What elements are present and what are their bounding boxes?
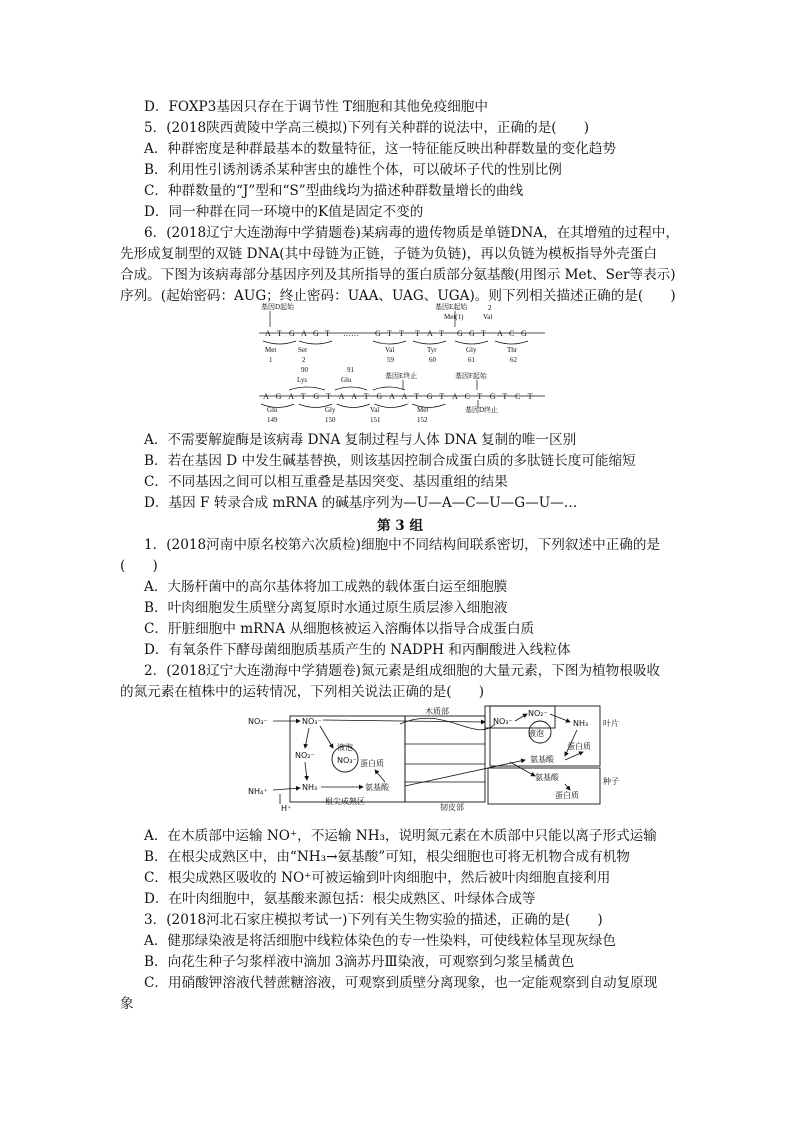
base-letter: T bbox=[387, 329, 392, 338]
protein-root: 蛋白质 bbox=[360, 759, 384, 768]
codon-bracket bbox=[261, 404, 294, 408]
codon-bracket bbox=[263, 341, 296, 344]
g3-q3-option-c-cont: 象 bbox=[120, 996, 134, 1012]
base-letter: G bbox=[375, 329, 381, 338]
base-letter: T bbox=[502, 392, 508, 401]
q6-stem: 6．(2018辽宁大连渤海中学猜题卷)某病毒的遗传物质是单链DNA，在其增殖的过程中， bbox=[144, 225, 680, 241]
base-letter: A bbox=[265, 329, 271, 338]
aa-num-62: 62 bbox=[510, 356, 517, 364]
base-letter: G bbox=[313, 392, 320, 401]
leaf-label: 叶片 bbox=[603, 719, 619, 728]
base-letter: A bbox=[288, 392, 294, 401]
g3-q2-option-a: A．在木质部中运输 NO⁺，不运输 NH₃，说明氮元素在木质部中只能以离子形式运输 bbox=[144, 828, 657, 844]
codon-bracket bbox=[374, 404, 407, 408]
base-letter: T bbox=[414, 392, 420, 401]
label-gene-e-stop: 基因E终止 bbox=[385, 372, 418, 380]
base-letter: T bbox=[439, 329, 444, 338]
base-letter: T bbox=[481, 329, 486, 338]
label-gene-d-stop: 基因D终止 bbox=[465, 406, 499, 414]
base-letter: A bbox=[452, 392, 458, 401]
base-letter: A bbox=[351, 392, 357, 401]
nh4-outside: NH₄⁺ bbox=[248, 787, 268, 796]
base-letter: T bbox=[363, 392, 369, 401]
base-letter: A bbox=[338, 392, 345, 401]
g3-q3-stem: 3．(2018河北石家庄模拟考试一)下列有关生物实验的描述，正确的是( ) bbox=[144, 912, 603, 928]
q6-option-d: D．基因 F 转录合成 mRNA 的碱基序列为—U—A—C—U—G—U—… bbox=[144, 495, 578, 511]
base-letter: A bbox=[389, 392, 395, 401]
codon-bracket bbox=[455, 341, 488, 344]
no2-root: NO₂⁻ bbox=[295, 751, 315, 760]
base-letter: G bbox=[376, 392, 383, 401]
base-letter: G bbox=[426, 392, 433, 401]
no3-leaf: NO₃⁻ bbox=[493, 717, 513, 726]
xylem-label: 木质部 bbox=[425, 707, 449, 716]
base-letter: T bbox=[326, 392, 331, 401]
base-letter: C bbox=[515, 392, 521, 401]
group-3-heading: 第 3 组 bbox=[376, 518, 424, 534]
g3-q1-stem-cont: ( ) bbox=[120, 558, 158, 574]
nh3-leaf: NH₃ bbox=[573, 719, 589, 728]
root-zone-label: 根尖成熟区 bbox=[325, 797, 365, 806]
base-letter: G bbox=[489, 392, 496, 401]
q5-option-a: A．种群密度是种群最基本的数量特征，这一特征能反映出种群数量的变化趋势 bbox=[144, 141, 617, 157]
aa-num-149: 149 bbox=[267, 416, 278, 424]
g3-q1-stem: 1．(2018河南中原名校第六次质检)细胞中不同结构间联系密切，下列叙述中正确的是 bbox=[144, 537, 661, 553]
label-90: 90 bbox=[301, 366, 308, 374]
q5-option-d: D．同一种群在同一环境中的K值是固定不变的 bbox=[144, 204, 424, 220]
base-letter: T bbox=[477, 392, 483, 401]
base-letter: A bbox=[401, 392, 408, 401]
base-letter: G bbox=[521, 329, 527, 338]
base-letter: T bbox=[399, 329, 404, 338]
g3-q3-option-a: A．健那绿染液是将活细胞中线粒体染色的专一性染料，可使线粒体呈现灰绿色 bbox=[144, 933, 617, 949]
g3-q2-option-d: D．在叶肉细胞中，氨基酸来源包括：根尖成熟区、叶绿体合成等 bbox=[144, 891, 536, 907]
base-letter: T bbox=[527, 392, 533, 401]
q6-option-b: B．若在基因 D 中发生碱基替换，则该基因控制合成蛋白质的多肽链长度可能缩短 bbox=[144, 453, 636, 469]
codon-bracket-top bbox=[335, 387, 367, 390]
g3-q1-option-d: D．有氧条件下酵母菌细胞质基质产生的 NADPH 和丙酮酸进入线粒体 bbox=[144, 642, 571, 658]
label-gene-e-start: 基因E起始 bbox=[435, 303, 468, 311]
aa-ser: Ser bbox=[298, 346, 308, 354]
aa-num-60: 60 bbox=[429, 356, 436, 364]
vacuole-leaf: 液泡 bbox=[528, 729, 544, 738]
aa-num-2: 2 bbox=[302, 356, 306, 364]
q5-option-b: B．利用性引诱剂诱杀某种害虫的雄性个体，可以破坏子代的性别比例 bbox=[144, 162, 562, 178]
base-letter: T bbox=[439, 392, 445, 401]
aa-num-151: 151 bbox=[370, 416, 381, 424]
g3-q3-option-b: B．向花生种子匀浆样液中滴加 3滴苏丹Ⅲ染液，可观察到匀浆呈橘黄色 bbox=[144, 954, 575, 970]
no3-root: NO₃⁻ bbox=[302, 717, 322, 726]
label-gene-f-start: 基因F起始 bbox=[455, 372, 487, 380]
label-2: 2 bbox=[488, 304, 492, 312]
base-letter: T bbox=[277, 329, 282, 338]
base-letter: G bbox=[457, 329, 463, 338]
aa-num-61: 61 bbox=[468, 356, 475, 364]
g3-q1-option-a: A．大肠杆菌中的高尔基体将加工成熟的载体蛋白运至细胞膜 bbox=[144, 579, 508, 595]
codon-bracket bbox=[413, 341, 446, 344]
g3-q2-stem: 2．(2018辽宁大连渤海中学猜题卷)氮元素是组成细胞的大量元素，下图为植物根吸收 bbox=[144, 663, 661, 679]
aa-num-152: 152 bbox=[417, 416, 428, 424]
g3-q2-option-c: C．根尖成熟区吸收的 NO⁺可被运输到叶肉细胞中，然后被叶肉细胞直接利用 bbox=[144, 870, 611, 886]
q6-stem-cont: 先形成复制型的双链 DNA(其中母链为正链，子链为负链)，再以负链为模板指导外壳蛋白 bbox=[120, 246, 657, 262]
aa-thr: Thr bbox=[507, 346, 518, 354]
amino-root: 氨基酸 bbox=[365, 783, 389, 792]
seed-label: 种子 bbox=[603, 777, 619, 786]
base-letter: G bbox=[469, 329, 475, 338]
aa-gly2: Gly bbox=[325, 406, 336, 414]
aa-num-59: 59 bbox=[387, 356, 394, 364]
label-met1: Met(1) bbox=[444, 313, 464, 321]
base-letter: G bbox=[313, 329, 319, 338]
aa-glu: Glu bbox=[267, 406, 278, 414]
protein-seed: 蛋白质 bbox=[555, 791, 579, 800]
base-letter: T bbox=[325, 329, 330, 338]
label-gene-d-start: 基因D起始 bbox=[261, 303, 295, 311]
q5-stem: 5．(2018陕西黄陵中学高三模拟)下列有关种群的说法中，正确的是( ) bbox=[144, 120, 590, 136]
g3-q1-option-b: B．叶肉细胞发生质壁分离复原时水通过原生质层渗入细胞液 bbox=[144, 600, 508, 616]
base-letter: A bbox=[301, 329, 307, 338]
aa-val2: Val bbox=[370, 406, 380, 414]
base-letter: T bbox=[415, 329, 420, 338]
label-val: Val bbox=[483, 313, 493, 321]
q5-option-c: C．种群数量的“J”型和“S”型曲线均为描述种群数量增长的曲线 bbox=[144, 183, 524, 199]
g3-q3-option-c: C．用硝酸钾溶液代替蔗糖溶液，可观察到质壁分离现象，也一定能观察到自动复原现 bbox=[144, 975, 658, 991]
codon-bracket bbox=[495, 341, 528, 344]
q6-stem-cont: 合成。下图为该病毒部分基因序列及其所指导的蛋白质部分氨基酸(用图示 Met、Ser等表示) bbox=[120, 267, 676, 283]
label-lys: Lys bbox=[297, 376, 308, 384]
aa-num-150: 150 bbox=[325, 416, 336, 424]
aa-gly: Gly bbox=[466, 346, 477, 354]
q6-option-a: A．不需要解旋酶是该病毒 DNA 复制过程与人体 DNA 复制的唯一区别 bbox=[144, 432, 577, 448]
q6-stem-cont: 序列。(起始密码：AUG；终止密码：UAA、UAG、UGA)。则下列相关描述正确的是( ) bbox=[120, 288, 676, 304]
base-letter: G bbox=[275, 392, 282, 401]
aa-met2: Met bbox=[417, 406, 429, 414]
phloem-label: 韧皮部 bbox=[440, 803, 464, 812]
amino-leaf: 氨基酸 bbox=[530, 755, 554, 764]
no2-leaf: NO₂⁻ bbox=[528, 709, 548, 718]
sequence-ellipsis: …… bbox=[343, 329, 359, 338]
no3-vacuole: NO₃⁻ bbox=[337, 756, 357, 765]
label-glu-top: Glu bbox=[341, 376, 352, 384]
codon-bracket bbox=[337, 404, 370, 408]
q4-option-d: D．FOXP3基因只存在于调节性 T细胞和其他免疫细胞中 bbox=[144, 99, 488, 115]
base-letter: A bbox=[263, 392, 269, 401]
q6-option-c: C．不同基因之间可以相互重叠是基因突变、基因重组的结果 bbox=[144, 474, 508, 490]
aa-met: Met bbox=[265, 346, 277, 354]
codon-bracket bbox=[299, 341, 332, 344]
amino-seed: 氨基酸 bbox=[535, 773, 559, 782]
base-letter: T bbox=[300, 392, 306, 401]
codon-bracket bbox=[373, 341, 406, 344]
aa-val: Val bbox=[385, 346, 395, 354]
hplus: H⁺ bbox=[281, 804, 292, 813]
g3-q2-option-b: B．在根尖成熟区中，由“NH₃→氨基酸”可知，根尖细胞也可将无机物合成有机物 bbox=[144, 849, 630, 865]
vacuole-label: 液泡 bbox=[337, 743, 353, 752]
base-letter: A bbox=[427, 329, 433, 338]
g3-q2-stem-cont: 的氮元素在植株中的运转情况，下列相关说法正确的是( ) bbox=[120, 684, 485, 700]
base-letter: G bbox=[289, 329, 295, 338]
base-letter: C bbox=[464, 392, 470, 401]
codon-bracket-top bbox=[289, 387, 325, 390]
no3-outside: NO₃⁻ bbox=[248, 717, 268, 726]
label-91: 91 bbox=[347, 366, 354, 374]
base-letter: C bbox=[509, 329, 515, 338]
gene-sequence-figure bbox=[255, 300, 555, 425]
g3-q1-option-c: C．肝脏细胞中 mRNA 从细胞核被运入溶酶体以指导合成蛋白质 bbox=[144, 621, 535, 637]
codon-bracket-top bbox=[373, 387, 405, 390]
nh3-root: NH₃ bbox=[302, 783, 318, 792]
aa-num-1: 1 bbox=[269, 356, 273, 364]
protein-leaf: 蛋白质 bbox=[567, 742, 591, 751]
base-letter: A bbox=[497, 329, 503, 338]
aa-tyr: Tyr bbox=[427, 346, 437, 354]
nitrogen-transport-diagram bbox=[245, 704, 640, 814]
